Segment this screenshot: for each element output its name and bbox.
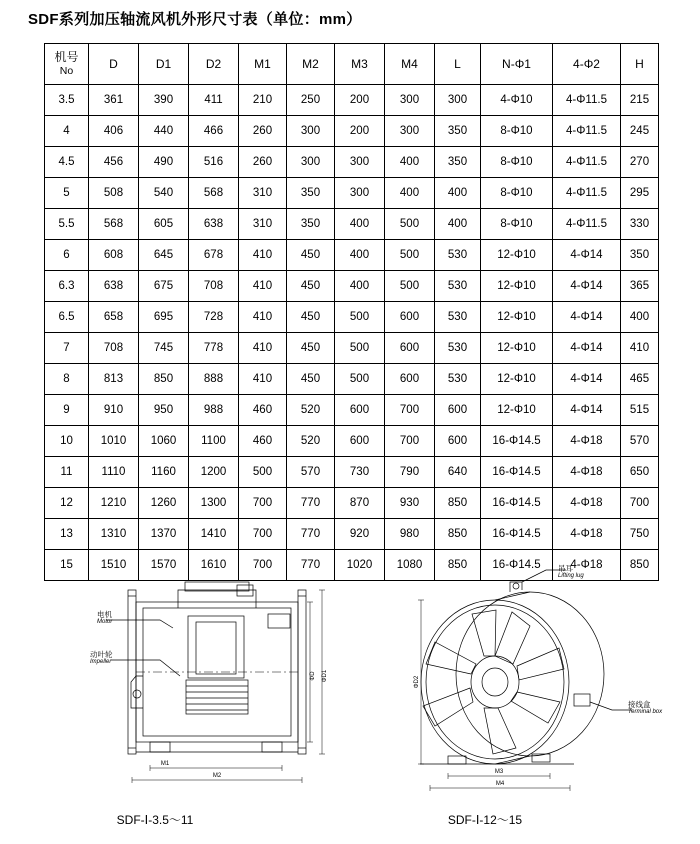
dim-label-phi-d2: ΦD2: [414, 675, 420, 689]
cell-d1: 1060: [139, 426, 189, 457]
cell-m4: 300: [385, 116, 435, 147]
table-row: [45, 364, 659, 395]
cell-m1: 700: [239, 519, 287, 550]
cell-d: 508: [89, 178, 139, 209]
cell-d1: 1260: [139, 488, 189, 519]
cell-d2: 516: [189, 147, 239, 178]
cell-l: 600: [435, 395, 481, 426]
dim-label-m3: M3: [494, 769, 504, 775]
cell-m3: 600: [335, 426, 385, 457]
cell-h: 410: [621, 333, 659, 364]
column-header-d: D: [89, 44, 139, 85]
cell-m3: 400: [335, 209, 385, 240]
cell-model: 6.5: [45, 302, 89, 333]
cell-m4: 700: [385, 395, 435, 426]
column-header-n-phi1: N-Φ1: [481, 44, 553, 85]
table-row: [45, 395, 659, 426]
dim-label-m2: M2: [212, 773, 222, 779]
fan-front-view-drawing: [360, 556, 663, 806]
dimensions-table-container: [44, 43, 658, 581]
cell-l: 850: [435, 519, 481, 550]
cell-l: 530: [435, 271, 481, 302]
cell-d2: 1300: [189, 488, 239, 519]
cell-m1: 460: [239, 395, 287, 426]
cell-d1: 675: [139, 271, 189, 302]
cell-model: 9: [45, 395, 89, 426]
cell-4-phi2: 4-Φ18: [553, 426, 621, 457]
cell-m4: 500: [385, 209, 435, 240]
drawings-section: [0, 548, 700, 844]
cell-n-phi1: 12-Φ10: [481, 271, 553, 302]
cell-m2: 770: [287, 519, 335, 550]
label-lifting-lug-cn: 吊耳: [558, 564, 573, 573]
cell-h: 515: [621, 395, 659, 426]
cell-m1: 410: [239, 333, 287, 364]
cell-d1: 1160: [139, 457, 189, 488]
cell-n-phi1: 4-Φ10: [481, 85, 553, 116]
cell-m1: 260: [239, 116, 287, 147]
cell-d: 568: [89, 209, 139, 240]
cell-m3: 200: [335, 85, 385, 116]
cell-4-phi2: 4-Φ11.5: [553, 85, 621, 116]
table-row: [45, 209, 659, 240]
cell-l: 530: [435, 333, 481, 364]
cell-d2: 411: [189, 85, 239, 116]
table-row: [45, 302, 659, 333]
cell-model: 6: [45, 240, 89, 271]
cell-d1: 850: [139, 364, 189, 395]
cell-model: 3.5: [45, 85, 89, 116]
cell-m1: 700: [239, 550, 287, 581]
cell-m3: 920: [335, 519, 385, 550]
cell-m3: 200: [335, 116, 385, 147]
column-header-4-phi2: 4-Φ2: [553, 44, 621, 85]
cell-d: 910: [89, 395, 139, 426]
table-row: [45, 147, 659, 178]
cell-4-phi2: 4-Φ18: [553, 519, 621, 550]
cell-n-phi1: 8-Φ10: [481, 116, 553, 147]
cell-m1: 310: [239, 178, 287, 209]
cell-d1: 490: [139, 147, 189, 178]
cell-m4: 600: [385, 364, 435, 395]
cell-n-phi1: 8-Φ10: [481, 178, 553, 209]
cell-m2: 350: [287, 209, 335, 240]
cell-m4: 500: [385, 240, 435, 271]
cell-model: 5.5: [45, 209, 89, 240]
column-header-model: [45, 44, 89, 85]
cell-n-phi1: 12-Φ10: [481, 364, 553, 395]
cell-4-phi2: 4-Φ14: [553, 333, 621, 364]
column-header-m1: M1: [239, 44, 287, 85]
cell-m3: 600: [335, 395, 385, 426]
label-terminal-box-en: Terminal box: [628, 709, 663, 716]
cell-m2: 770: [287, 488, 335, 519]
page-title: SDF系列加压轴流风机外形尺寸表（单位：mm）: [28, 11, 362, 28]
label-motor-cn: 电机: [97, 610, 112, 619]
column-header-model-line1: 机号: [54, 50, 79, 65]
table-row: [45, 488, 659, 519]
cell-l: 400: [435, 209, 481, 240]
cell-m3: 400: [335, 271, 385, 302]
label-impeller: [90, 650, 113, 667]
cell-d1: 390: [139, 85, 189, 116]
cell-l: 400: [435, 178, 481, 209]
cell-m2: 450: [287, 271, 335, 302]
fan-side-view-drawing: [10, 556, 340, 806]
cell-m3: 500: [335, 333, 385, 364]
cell-model: 5: [45, 178, 89, 209]
table-row: [45, 240, 659, 271]
cell-n-phi1: 16-Φ14.5: [481, 519, 553, 550]
cell-d: 608: [89, 240, 139, 271]
cell-model: 10: [45, 426, 89, 457]
cell-d1: 1570: [139, 550, 189, 581]
table-row: [45, 271, 659, 302]
cell-m4: 700: [385, 426, 435, 457]
column-header-m2: M2: [287, 44, 335, 85]
cell-d: 1510: [89, 550, 139, 581]
cell-d: 813: [89, 364, 139, 395]
table-row: [45, 85, 659, 116]
cell-d: 1210: [89, 488, 139, 519]
cell-m2: 350: [287, 178, 335, 209]
cell-n-phi1: 16-Φ14.5: [481, 550, 553, 581]
cell-d2: 568: [189, 178, 239, 209]
label-terminal-box-cn: 接线盒: [628, 700, 651, 709]
cell-4-phi2: 4-Φ18: [553, 457, 621, 488]
cell-l: 530: [435, 240, 481, 271]
cell-m4: 980: [385, 519, 435, 550]
dim-label-m4: M4: [495, 781, 505, 787]
cell-m2: 570: [287, 457, 335, 488]
cell-model: 11: [45, 457, 89, 488]
cell-4-phi2: 4-Φ11.5: [553, 116, 621, 147]
cell-d: 406: [89, 116, 139, 147]
cell-m3: 1020: [335, 550, 385, 581]
cell-4-phi2: 4-Φ11.5: [553, 209, 621, 240]
label-lifting-lug: [558, 564, 584, 581]
cell-d: 658: [89, 302, 139, 333]
cell-m2: 300: [287, 147, 335, 178]
cell-h: 350: [621, 240, 659, 271]
cell-m1: 410: [239, 240, 287, 271]
cell-model: 8: [45, 364, 89, 395]
cell-h: 215: [621, 85, 659, 116]
cell-4-phi2: 4-Φ14: [553, 364, 621, 395]
cell-n-phi1: 8-Φ10: [481, 209, 553, 240]
column-header-m3: M3: [335, 44, 385, 85]
cell-h: 650: [621, 457, 659, 488]
cell-n-phi1: 16-Φ14.5: [481, 426, 553, 457]
cell-m1: 210: [239, 85, 287, 116]
cell-h: 570: [621, 426, 659, 457]
cell-model: 7: [45, 333, 89, 364]
cell-n-phi1: 8-Φ10: [481, 147, 553, 178]
cell-d2: 1100: [189, 426, 239, 457]
cell-model: 12: [45, 488, 89, 519]
cell-m4: 790: [385, 457, 435, 488]
table-header-row: [45, 44, 659, 85]
cell-model: 13: [45, 519, 89, 550]
cell-l: 600: [435, 426, 481, 457]
cell-n-phi1: 12-Φ10: [481, 302, 553, 333]
cell-h: 465: [621, 364, 659, 395]
cell-4-phi2: 4-Φ14: [553, 302, 621, 333]
cell-m2: 520: [287, 426, 335, 457]
cell-m3: 500: [335, 364, 385, 395]
cell-m4: 400: [385, 147, 435, 178]
cell-4-phi2: 4-Φ11.5: [553, 178, 621, 209]
cell-d: 1110: [89, 457, 139, 488]
cell-model: 4.5: [45, 147, 89, 178]
cell-d1: 540: [139, 178, 189, 209]
cell-4-phi2: 4-Φ14: [553, 240, 621, 271]
label-impeller-cn: 动叶轮: [90, 650, 113, 659]
label-motor-en: Motor: [97, 619, 113, 626]
cell-d2: 988: [189, 395, 239, 426]
cell-4-phi2: 4-Φ11.5: [553, 147, 621, 178]
cell-h: 330: [621, 209, 659, 240]
cell-l: 300: [435, 85, 481, 116]
cell-m3: 300: [335, 147, 385, 178]
cell-d1: 695: [139, 302, 189, 333]
cell-m1: 310: [239, 209, 287, 240]
dimensions-table: [44, 43, 659, 581]
cell-l: 640: [435, 457, 481, 488]
cell-d: 1010: [89, 426, 139, 457]
cell-4-phi2: 4-Φ14: [553, 271, 621, 302]
cell-d2: 778: [189, 333, 239, 364]
cell-m1: 410: [239, 364, 287, 395]
cell-l: 530: [435, 302, 481, 333]
cell-m1: 260: [239, 147, 287, 178]
cell-model: 4: [45, 116, 89, 147]
cell-d: 638: [89, 271, 139, 302]
cell-m4: 1080: [385, 550, 435, 581]
cell-4-phi2: 4-Φ14: [553, 395, 621, 426]
cell-h: 400: [621, 302, 659, 333]
table-row: [45, 116, 659, 147]
cell-m4: 930: [385, 488, 435, 519]
table-row: [45, 426, 659, 457]
cell-d2: 728: [189, 302, 239, 333]
table-row: [45, 178, 659, 209]
column-header-d2: D2: [189, 44, 239, 85]
cell-h: 365: [621, 271, 659, 302]
cell-d: 456: [89, 147, 139, 178]
cell-m4: 400: [385, 178, 435, 209]
table-row: [45, 519, 659, 550]
cell-n-phi1: 12-Φ10: [481, 333, 553, 364]
cell-h: 850: [621, 550, 659, 581]
cell-d2: 708: [189, 271, 239, 302]
cell-d2: 678: [189, 240, 239, 271]
cell-m2: 520: [287, 395, 335, 426]
column-header-d1: D1: [139, 44, 189, 85]
cell-m4: 600: [385, 302, 435, 333]
cell-n-phi1: 12-Φ10: [481, 395, 553, 426]
cell-m3: 870: [335, 488, 385, 519]
cell-h: 245: [621, 116, 659, 147]
cell-m4: 500: [385, 271, 435, 302]
cell-l: 850: [435, 550, 481, 581]
column-header-m4: M4: [385, 44, 435, 85]
cell-d: 361: [89, 85, 139, 116]
cell-m1: 410: [239, 271, 287, 302]
cell-m2: 300: [287, 116, 335, 147]
cell-d1: 1370: [139, 519, 189, 550]
cell-d1: 950: [139, 395, 189, 426]
cell-d1: 645: [139, 240, 189, 271]
cell-n-phi1: 16-Φ14.5: [481, 457, 553, 488]
table-row: [45, 457, 659, 488]
cell-d: 708: [89, 333, 139, 364]
cell-l: 350: [435, 116, 481, 147]
cell-m3: 300: [335, 178, 385, 209]
drawing-caption-left: SDF-Ⅰ-3.5～11: [116, 813, 194, 827]
dim-label-phi-d: ΦD: [310, 671, 316, 681]
cell-m2: 450: [287, 302, 335, 333]
cell-d: 1310: [89, 519, 139, 550]
cell-m3: 730: [335, 457, 385, 488]
cell-m3: 500: [335, 302, 385, 333]
cell-d2: 888: [189, 364, 239, 395]
cell-m2: 450: [287, 240, 335, 271]
cell-m1: 700: [239, 488, 287, 519]
cell-d1: 440: [139, 116, 189, 147]
cell-m2: 450: [287, 364, 335, 395]
cell-m1: 410: [239, 302, 287, 333]
cell-m2: 770: [287, 550, 335, 581]
cell-m2: 250: [287, 85, 335, 116]
cell-d2: 1200: [189, 457, 239, 488]
dim-label-m1: M1: [160, 761, 170, 767]
cell-model: 6.3: [45, 271, 89, 302]
label-terminal-box: [628, 700, 662, 717]
table-row: [45, 333, 659, 364]
label-lifting-lug-en: Lifting lug: [558, 573, 584, 580]
cell-m4: 300: [385, 85, 435, 116]
cell-d1: 745: [139, 333, 189, 364]
cell-d2: 466: [189, 116, 239, 147]
dim-label-phi-d1: ΦD1: [322, 669, 328, 683]
column-header-h: H: [621, 44, 659, 85]
label-motor: [97, 610, 112, 627]
cell-n-phi1: 16-Φ14.5: [481, 488, 553, 519]
cell-m4: 600: [385, 333, 435, 364]
cell-m2: 450: [287, 333, 335, 364]
cell-m1: 500: [239, 457, 287, 488]
column-header-model-line2: No: [59, 64, 74, 77]
drawing-caption-right: SDF-Ⅰ-12～15: [447, 813, 523, 827]
cell-m3: 400: [335, 240, 385, 271]
cell-h: 295: [621, 178, 659, 209]
cell-h: 750: [621, 519, 659, 550]
cell-n-phi1: 12-Φ10: [481, 240, 553, 271]
cell-h: 270: [621, 147, 659, 178]
cell-d2: 1410: [189, 519, 239, 550]
cell-l: 850: [435, 488, 481, 519]
cell-m1: 460: [239, 426, 287, 457]
cell-d1: 605: [139, 209, 189, 240]
cell-d2: 638: [189, 209, 239, 240]
cell-model: 15: [45, 550, 89, 581]
cell-d2: 1610: [189, 550, 239, 581]
column-header-l: L: [435, 44, 481, 85]
label-impeller-en: Impeller: [90, 659, 112, 666]
cell-4-phi2: 4-Φ18: [553, 550, 621, 581]
cell-h: 700: [621, 488, 659, 519]
cell-l: 350: [435, 147, 481, 178]
cell-4-phi2: 4-Φ18: [553, 488, 621, 519]
cell-l: 530: [435, 364, 481, 395]
